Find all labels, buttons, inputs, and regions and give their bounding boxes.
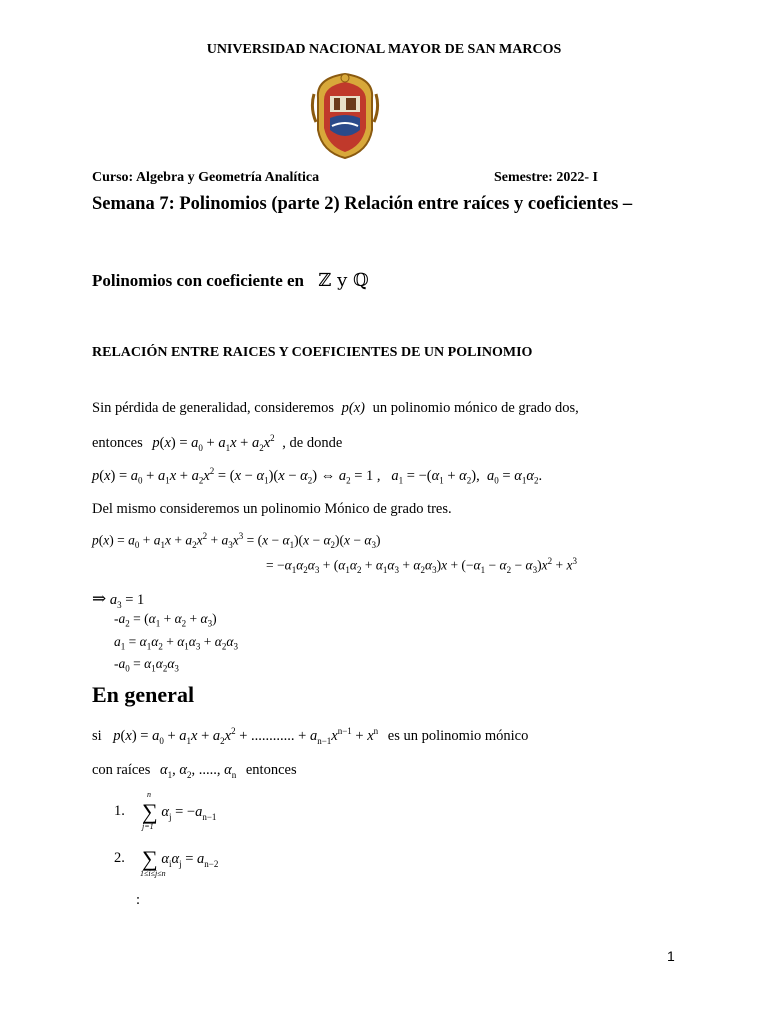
general-poly-line (92, 726, 528, 746)
general-heading: En general (92, 682, 195, 707)
page-number: 1 (667, 948, 675, 964)
roots-after: entonces (245, 762, 297, 778)
number-sets: ℤ y ℚ (318, 270, 369, 291)
cubic-a3: ⇒ $a_3 = 1$ (92, 589, 145, 610)
roots-label: con raíces (92, 762, 151, 778)
cubic-a2: $-a_2 = (\alpha_1 + \alpha_2 + \alpha_3)$ (114, 611, 217, 629)
intro-px: p(x) (341, 400, 365, 416)
intro-before: Sin pérdida de generalidad, consideremos (92, 400, 334, 416)
week-title: Semana 7: Polinomios (parte 2) Relación entre raíces y coeficientes – (92, 194, 633, 214)
intro-line (92, 400, 579, 417)
cubic-a0: $-a_0 = \alpha_1\alpha_2\alpha_3$ (114, 656, 179, 674)
item-2-formula: ∑ 1≤i≤j≤n $\alpha_i\alpha_j = a_{n-2}$ (140, 846, 219, 878)
then-label: entonces (92, 434, 143, 451)
semester-label: Semestre: 2022- I (494, 170, 598, 185)
roots-line (92, 762, 297, 780)
general-poly: $p(x) = a_0 + a_1x + a_2x^2$ + ............ + $a_{n-1}x^{n-1} + x^n$ (113, 726, 379, 746)
si-label: si (92, 727, 102, 744)
polynomials-heading (92, 270, 369, 291)
polynomials-heading-text: Polinomios con coeficiente en (92, 271, 304, 290)
roots-list: $\alpha_1$, $\alpha_2$, ....., $\alpha_n$ (160, 762, 237, 780)
item-1-formula: n ∑ j=1 $\alpha_j = -a_{n-1}$ (142, 790, 217, 831)
university-name: UNIVERSIDAD NACIONAL MAYOR DE SAN MARCOS (206, 42, 562, 57)
cubic-intro: Del mismo consideremos un polinomio Mónico de grado tres. (92, 501, 452, 517)
course-label: Curso: Algebra y Geometría Analítica (92, 170, 320, 185)
item-2-number: 2. (114, 850, 125, 866)
cubic-expansion-line1: $p(x) = a_0 + a_1x + a_2x^2 + a_3x^3 = (x - \alpha_1)(x - \alpha_2)(x - \alpha_3)$ (92, 531, 381, 551)
si-after: es un polinomio mónico (387, 727, 529, 744)
section-title: RELACIÓN ENTRE RAICES Y COEFICIENTES DE UN POLINOMIO (92, 345, 533, 360)
cubic-expansion-line2: = $-\alpha_1\alpha_2\alpha_3 + (\alpha_1\alpha_2 + \alpha_1\alpha_3 + \alpha_2\alpha_3)x + (-\alpha_1 - \alpha_2 - \alpha_3)x^2 + x^3$ (266, 556, 577, 576)
intro-after: un polinomio mónico de grado dos, (372, 400, 579, 416)
then-after: , de donde (282, 434, 343, 451)
cubic-a1: $a_1 = \alpha_1\alpha_2 + \alpha_1\alpha_3 + \alpha_2\alpha_3$ (114, 634, 238, 652)
university-crest-icon (310, 68, 380, 160)
quadratic-poly: $p(x) = a_0 + a_1x + a_2x^2$ (152, 433, 275, 453)
continuation-dots: : (136, 892, 141, 908)
then-line (92, 433, 342, 453)
quadratic-relation: $p(x) = a_0 + a_1x + a_2x^2 = (x - \alpha_1)(x - \alpha_2)$ ⇔ $a_2 = 1$ , $a_1 = -(\alpha_1 + \alpha_2)$, $a_0 = \alpha_1\alpha_2$. (92, 466, 543, 486)
item-1-number: 1. (114, 803, 125, 819)
